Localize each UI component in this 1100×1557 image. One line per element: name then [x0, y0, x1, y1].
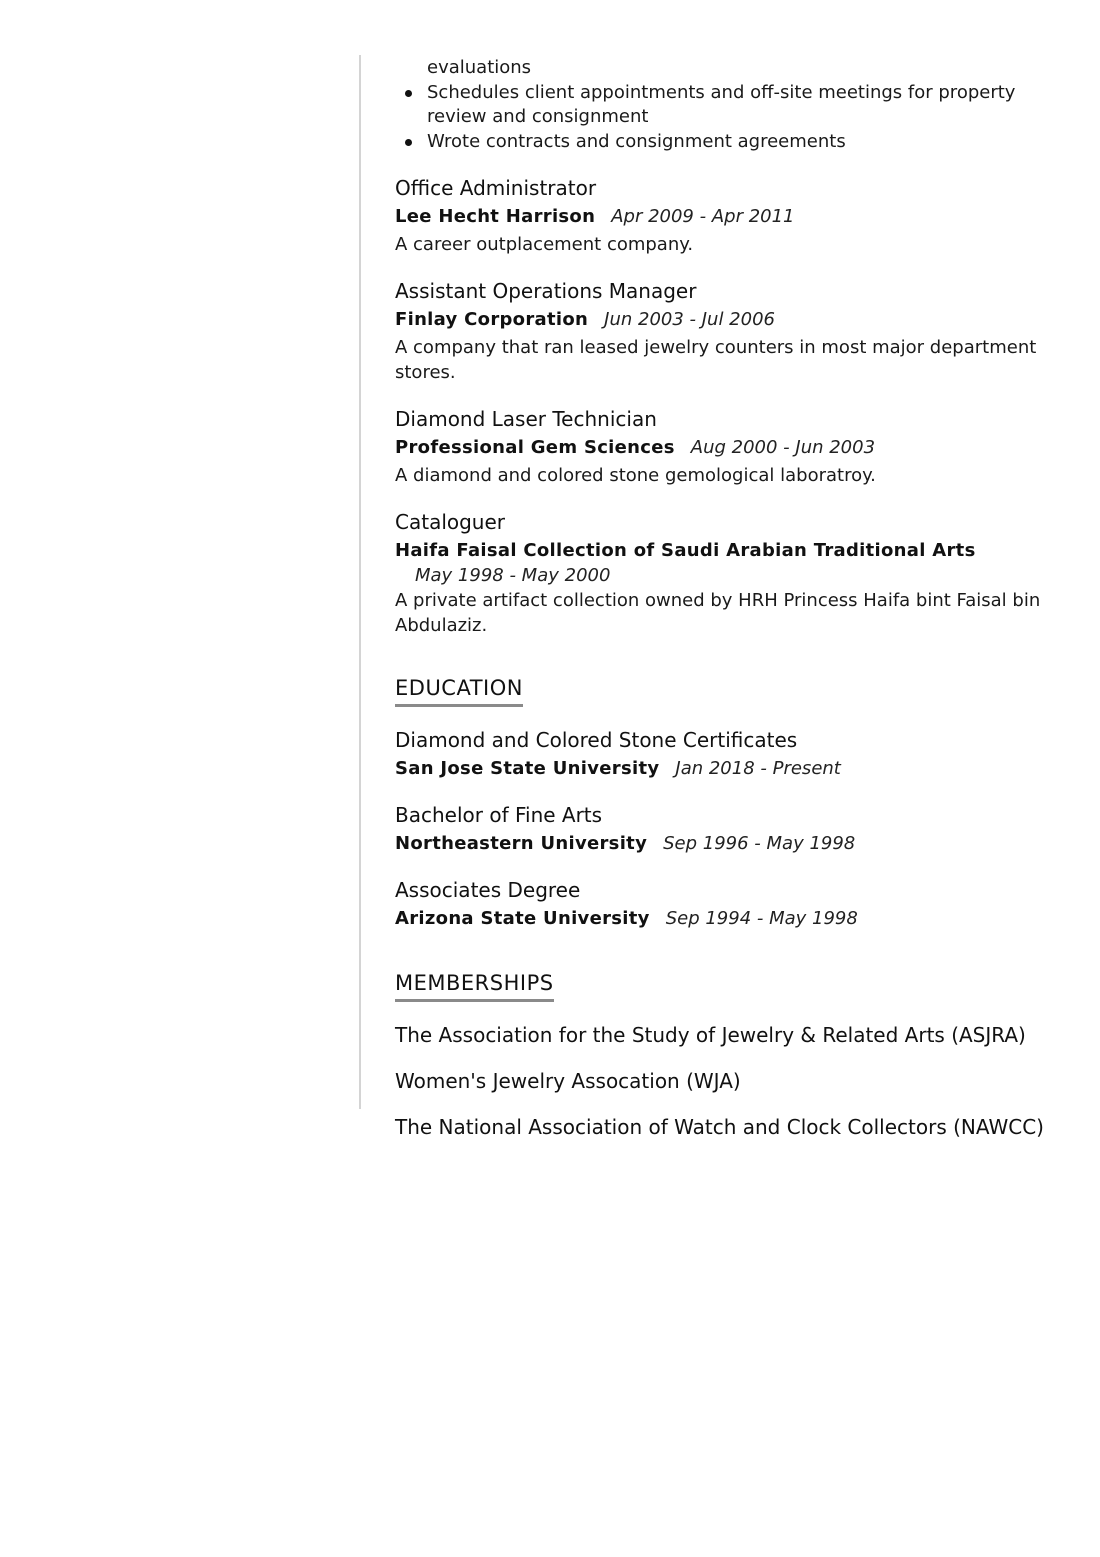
company-name: Finlay Corporation — [395, 309, 589, 330]
education-dates: Sep 1994 - May 1998 — [665, 908, 858, 929]
bullet-text: Wrote contracts and consignment agreements — [427, 131, 846, 152]
bullet-text: evaluations — [427, 57, 532, 78]
memberships-heading: MEMBERSHIPS — [395, 969, 554, 1002]
education-entry — [395, 877, 1055, 933]
job-entry — [395, 278, 1055, 385]
degree-title: Associates Degree — [395, 878, 581, 902]
job-entry — [395, 175, 1055, 257]
education-section — [395, 674, 1055, 933]
membership-item: Women's Jewelry Assocation (WJA) — [395, 1069, 741, 1093]
job-dates: May 1998 - May 2000 — [415, 565, 611, 586]
degree-title: Diamond and Colored Stone Certificates — [395, 728, 798, 752]
bullet-item — [427, 130, 1055, 154]
company-description: A company that ran leased jewelry counters in most major department stores. — [395, 337, 1037, 383]
company-description: A diamond and colored stone gemological laboratroy. — [395, 465, 876, 486]
degree-title: Bachelor of Fine Arts — [395, 803, 603, 827]
bullet-item — [427, 56, 1055, 80]
bullet-dot-icon — [405, 139, 412, 146]
job-title: Office Administrator — [395, 176, 597, 200]
job-title: Cataloguer — [395, 510, 506, 534]
membership-item: The Association for the Study of Jewelry & Related Arts (ASJRA) — [395, 1023, 1026, 1047]
education-heading: EDUCATION — [395, 674, 523, 707]
education-entry — [395, 802, 1055, 858]
company-name: Professional Gem Sciences — [395, 437, 675, 458]
education-dates: Sep 1996 - May 1998 — [663, 833, 856, 854]
job-dates: Apr 2009 - Apr 2011 — [611, 206, 795, 227]
bullet-item — [427, 81, 1055, 129]
company-name: Lee Hecht Harrison — [395, 206, 596, 227]
company-name: Haifa Faisal Collection of Saudi Arabian Traditional Arts — [395, 540, 976, 561]
membership-item: The National Association of Watch and Clock Collectors (NAWCC) — [395, 1115, 1044, 1139]
company-description: A private artifact collection owned by HRH Princess Haifa bint Faisal bin Abdulaziz. — [395, 590, 1041, 636]
job-entry — [395, 406, 1055, 488]
school-name: Arizona State University — [395, 908, 650, 929]
job-dates: Aug 2000 - Jun 2003 — [690, 437, 876, 458]
main-column — [395, 56, 1055, 1140]
education-dates: Jan 2018 - Present — [675, 758, 841, 779]
school-name: San Jose State University — [395, 758, 660, 779]
company-description: A career outplacement company. — [395, 234, 694, 255]
column-divider — [359, 55, 361, 1109]
job-bullet-list — [395, 56, 1055, 154]
job-title: Assistant Operations Manager — [395, 279, 697, 303]
bullet-dot-icon — [405, 90, 412, 97]
memberships-section — [395, 969, 1055, 1140]
school-name: Northeastern University — [395, 833, 648, 854]
education-entry — [395, 727, 1055, 783]
job-entry — [395, 509, 1055, 638]
job-title: Diamond Laser Technician — [395, 407, 657, 431]
bullet-text: Schedules client appointments and off-site meetings for property review and consignment — [427, 82, 1016, 127]
job-dates: Jun 2003 - Jul 2006 — [604, 309, 775, 330]
